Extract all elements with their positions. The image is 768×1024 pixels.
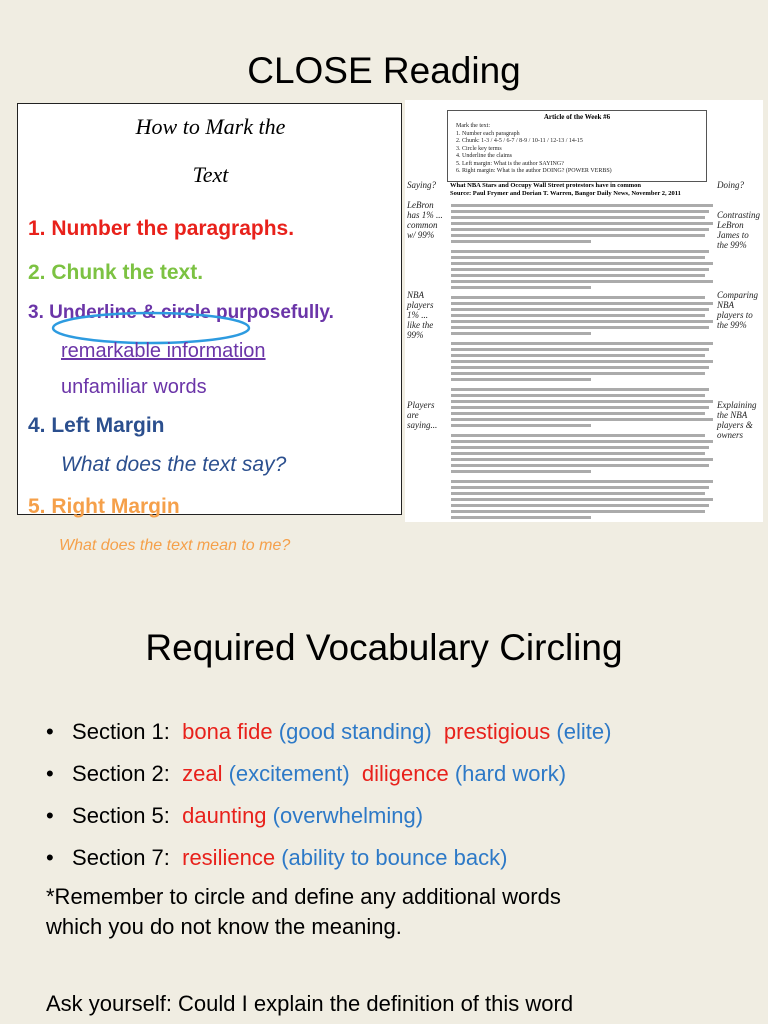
article-text-line — [451, 412, 705, 415]
article-text-line — [451, 250, 709, 253]
article-text-line — [451, 348, 709, 351]
article-text-line — [451, 360, 713, 363]
article-text-line — [451, 434, 705, 437]
vocab-word: diligence — [361, 761, 449, 786]
vocab-word: bona fide — [182, 719, 273, 744]
step3-number: 3. — [28, 302, 44, 323]
vocab-section: Section 2: — [72, 761, 170, 786]
article-text-line — [451, 354, 705, 357]
margin-note-right: Comparing NBA players to the 99% — [717, 290, 759, 330]
article-text-line — [451, 424, 591, 427]
article-text-line — [451, 366, 709, 369]
vocab-row-section-2 — [46, 761, 566, 787]
article-text-line — [451, 274, 705, 277]
article-header-line: 2. Chunk: 1-3 / 4-5 / 6-7 / 8-9 / 10-11 / 12-13 / 14-15 — [456, 138, 583, 144]
article-text-line — [451, 498, 713, 501]
vocab-word: resilience — [182, 845, 276, 870]
page-title: CLOSE Reading — [247, 50, 521, 91]
vocab-definition: (overwhelming) — [272, 803, 424, 828]
instructions-heading-line1: How to Mark the — [135, 114, 286, 139]
sub-remarkable-information: remarkable information — [61, 340, 266, 362]
article-text-line — [451, 314, 705, 317]
article-text-line — [451, 446, 709, 449]
vocab-row-section-5 — [46, 803, 423, 829]
article-text-line — [451, 240, 591, 243]
vocab-section: Section 5: — [72, 803, 170, 828]
article-headline-text: What NBA Stars and Occupy Wall Street protestors have in common — [450, 182, 642, 189]
right-margin-question: What does the text mean to me? — [59, 537, 291, 554]
vocab-word: zeal — [182, 761, 223, 786]
article-header-line: 3. Circle key terms — [456, 145, 502, 152]
article-text-line — [451, 406, 709, 409]
instructions-box — [17, 103, 402, 518]
margin-note-right: Explaining the NBA players & owners — [717, 400, 757, 440]
article-text-line — [451, 234, 705, 237]
step-right-margin: 5. Right Margin — [28, 495, 180, 518]
article-text-line — [451, 378, 591, 381]
bullet: • — [46, 761, 54, 786]
instructions-heading-line2: Text — [192, 162, 229, 187]
bullet: • — [46, 845, 54, 870]
marked-article-image — [405, 100, 763, 522]
margin-note-left: Players are saying... — [407, 400, 438, 430]
article-text-line — [451, 228, 709, 231]
remember-note-line1: *Remember to circle and define any additional words — [46, 884, 561, 909]
article-text-line — [451, 510, 705, 513]
article-header-title: Article of the Week #6 — [543, 113, 611, 121]
article-text-line — [451, 216, 705, 219]
article-text-line — [451, 452, 705, 455]
article-text-line — [451, 204, 713, 207]
margin-note-left: Saying? — [407, 180, 436, 190]
article-text-line — [451, 280, 713, 283]
bullet: • — [46, 719, 54, 744]
article-text-line — [451, 458, 713, 461]
article-header-line: 4. Underline the claims — [456, 153, 512, 159]
step-number-paragraphs: 1. Number the paragraphs. — [28, 217, 295, 240]
vocab-title: Required Vocabulary Circling — [145, 627, 623, 668]
article-text-line — [451, 302, 713, 305]
article-text-line — [451, 222, 713, 225]
article-text-line — [451, 326, 709, 329]
margin-note-left: NBA players 1% ... like the 99% — [407, 290, 434, 340]
vocab-definition: (elite) — [556, 719, 612, 744]
article-text-line — [451, 320, 713, 323]
article-text-line — [451, 418, 713, 421]
article-header-line: 1. Number each paragraph — [456, 130, 520, 137]
step-left-margin: 4. Left Margin — [28, 414, 165, 437]
article-text-line — [451, 342, 713, 345]
article-text-line — [451, 394, 705, 397]
article-text-line — [451, 388, 709, 391]
article-byline: Source: Paul Frymer and Dorian T. Warren, Bangor Daily News, November 2, 2011 — [450, 190, 681, 197]
vocab-definition: (hard work) — [454, 761, 567, 786]
article-text-line — [451, 400, 713, 403]
article-text-line — [451, 492, 705, 495]
vocab-definition: (good standing) — [278, 719, 432, 744]
article-text-line — [451, 262, 713, 265]
article-body — [405, 100, 763, 522]
margin-note-left: LeBron has 1% ... common w/ 99% — [407, 200, 443, 240]
article-text-line — [451, 332, 591, 335]
bullet: • — [46, 803, 54, 828]
article-text-line — [451, 210, 709, 213]
article-header-line: 5. Left margin: What is the author SAYING? — [456, 160, 564, 167]
article-text-line — [451, 480, 713, 483]
article-text-line — [451, 470, 591, 473]
vocab-section: Section 7: — [72, 845, 170, 870]
vocab-row-section-1 — [46, 719, 611, 745]
article-header-line: 6. Right margin: What is the author DOING? (POWER VERBS) — [456, 168, 612, 174]
vocab-section: Section 1: — [72, 719, 170, 744]
vocab-definition: (excitement) — [228, 761, 350, 786]
article-text-line — [451, 504, 709, 507]
remember-note-line2: which you do not know the meaning. — [46, 914, 402, 939]
article-text-line — [451, 372, 705, 375]
article-text-line — [451, 286, 591, 289]
article-text-line — [451, 256, 705, 259]
article-header-line: Mark the text: — [456, 123, 490, 129]
vocab-row-section-7 — [46, 845, 507, 871]
margin-note-right: Contrasting LeBron James to the 99% — [717, 210, 761, 250]
step-chunk-text: 2. Chunk the text. — [28, 261, 204, 284]
article-text-line — [451, 308, 709, 311]
sub-unfamiliar-words: unfamiliar words — [61, 376, 207, 398]
article-text-line — [451, 296, 705, 299]
margin-note-right: Doing? — [717, 180, 744, 190]
article-text-line — [451, 516, 591, 519]
article-text-line — [451, 268, 709, 271]
vocab-word: prestigious — [443, 719, 551, 744]
article-text-line — [451, 464, 709, 467]
ask-yourself: Ask yourself: Could I explain the definition of this word — [46, 991, 574, 1016]
vocab-definition: (ability to bounce back) — [281, 845, 508, 870]
step3-text: Underline & circle purposefully. — [49, 302, 334, 323]
article-text-line — [451, 486, 709, 489]
vocab-word: daunting — [182, 803, 267, 828]
left-margin-question: What does the text say? — [61, 453, 287, 476]
article-text-line — [451, 440, 713, 443]
